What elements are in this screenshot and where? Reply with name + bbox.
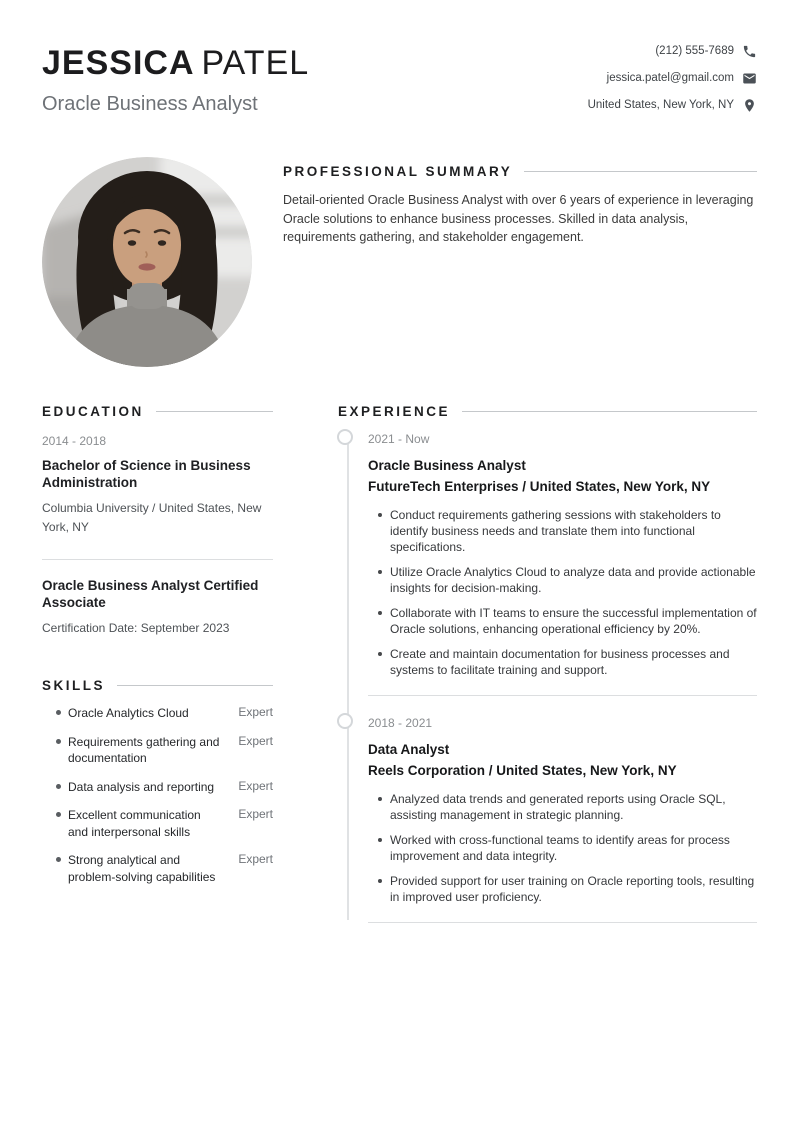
bullet-dot — [56, 812, 61, 817]
heading-rule — [462, 411, 757, 412]
left-column — [42, 404, 273, 885]
person-name — [42, 44, 309, 82]
experience-entry — [368, 716, 757, 923]
bullet-dot — [56, 857, 61, 862]
job-divider — [368, 922, 757, 923]
skill-row — [42, 734, 273, 767]
job-bullet-list — [368, 507, 757, 678]
education-entry — [42, 434, 273, 537]
skill-row — [42, 705, 273, 722]
heading-rule — [117, 685, 273, 686]
skill-level: Expert — [238, 852, 273, 866]
job-bullet: Conduct requirements gathering sessions with stakeholders to identify business needs and translate them into functional specifications. — [390, 507, 757, 555]
job-role: Oracle Business Analyst — [368, 458, 526, 473]
job-bullet: Worked with cross-functional teams to identify areas for process improvement and data integrity. — [390, 832, 757, 864]
job-bullet-list — [368, 791, 757, 905]
bullet-dot — [56, 784, 61, 789]
skills-heading-text: SKILLS — [42, 678, 106, 693]
skill-row — [42, 779, 273, 796]
job-company: Reels Corporation / United States, New York, NY — [368, 763, 677, 778]
timeline-rail — [347, 444, 349, 920]
contact-block — [588, 44, 757, 113]
summary-heading-text: PROFESSIONAL SUMMARY — [283, 164, 513, 179]
profile-photo — [42, 157, 252, 367]
summary-heading — [283, 164, 757, 179]
education-heading — [42, 404, 273, 419]
person-job-title: Oracle Business Analyst — [42, 93, 258, 115]
education-degree: Oracle Business Analyst Certified Associate — [42, 578, 259, 610]
timeline-dot — [337, 713, 353, 729]
resume-header — [0, 0, 800, 116]
experience-section — [338, 404, 757, 943]
contact-email — [607, 71, 757, 86]
job-divider — [368, 695, 757, 696]
job-bullet: Collaborate with IT teams to ensure the successful implementation of Oracle solutions, enhancing operational efficiency by 20%. — [390, 606, 757, 636]
education-divider — [42, 559, 273, 560]
contact-phone — [655, 44, 757, 59]
education-heading-text: EDUCATION — [42, 404, 144, 419]
phone-number: (212) 555-7689 — [655, 45, 734, 57]
education-degree: Bachelor of Science in Business Administration — [42, 458, 251, 490]
skill-level: Expert — [238, 778, 273, 793]
email-address: jessica.patel@gmail.com — [606, 72, 734, 84]
envelope-icon — [742, 71, 757, 86]
education-school: Certification Date: September 2023 — [42, 621, 230, 635]
last-name: PATEL — [201, 44, 310, 82]
job-role: Data Analyst — [368, 742, 450, 757]
skills-section — [42, 678, 273, 885]
skill-name: Oracle Analytics Cloud — [68, 706, 189, 720]
profile-photo-illustration — [42, 157, 252, 367]
job-bullet: Analyzed data trends and generated reports using Oracle SQL, assisting management in strategic planning. — [390, 791, 757, 823]
summary-section — [283, 157, 757, 247]
phone-icon — [742, 44, 757, 59]
contact-location — [588, 98, 757, 113]
job-bullet: Utilize Oracle Analytics Cloud to analyze data and provide actionable insights for decision-making. — [390, 565, 756, 595]
skill-row — [42, 852, 273, 885]
location-text: United States, New York, NY — [587, 99, 734, 111]
experience-entry — [368, 432, 757, 696]
skill-level: Expert — [238, 807, 273, 821]
main-columns — [0, 404, 800, 943]
skills-heading — [42, 678, 273, 693]
bullet-dot — [56, 710, 61, 715]
education-section — [42, 404, 273, 638]
job-bullet: Provided support for user training on Oracle reporting tools, resulting in improved user proficiency. — [390, 873, 757, 905]
skill-name: Excellent communication and interpersonal skills — [68, 808, 201, 839]
skill-row — [42, 807, 273, 840]
name-block — [42, 44, 309, 116]
experience-timeline — [338, 432, 757, 923]
skill-name: Data analysis and reporting — [68, 779, 215, 794]
education-school: Columbia University / United States, New York, NY — [42, 501, 262, 534]
job-dates: 2018 - 2021 — [368, 716, 433, 730]
experience-heading-text: EXPERIENCE — [338, 404, 451, 419]
job-bullet: Create and maintain documentation for business processes and systems to facilitate training and support. — [390, 646, 757, 678]
skill-name: Strong analytical and problem-solving capabilities — [68, 853, 216, 884]
photo-summary-row — [0, 157, 800, 367]
timeline-dot — [337, 429, 353, 445]
skill-level: Expert — [238, 705, 273, 719]
heading-rule — [156, 411, 273, 412]
first-name: JESSICA — [42, 44, 195, 82]
skill-level: Expert — [238, 733, 273, 748]
experience-heading — [338, 404, 757, 419]
bullet-dot — [56, 739, 61, 744]
summary-text: Detail-oriented Oracle Business Analyst with over 6 years of experience in leveraging Oracle solutions to enhance business processes. Skilled in data analysis, requirements gathering, and stakeholder engagement. — [283, 193, 754, 244]
education-dates: 2014 - 2018 — [42, 434, 107, 448]
map-pin-icon — [742, 98, 757, 113]
heading-rule — [524, 171, 757, 172]
job-company: FutureTech Enterprises / United States, New York, NY — [368, 479, 711, 494]
skill-name: Requirements gathering and documentation — [68, 734, 220, 765]
job-dates: 2021 - Now — [368, 432, 430, 446]
education-entry — [42, 577, 273, 638]
